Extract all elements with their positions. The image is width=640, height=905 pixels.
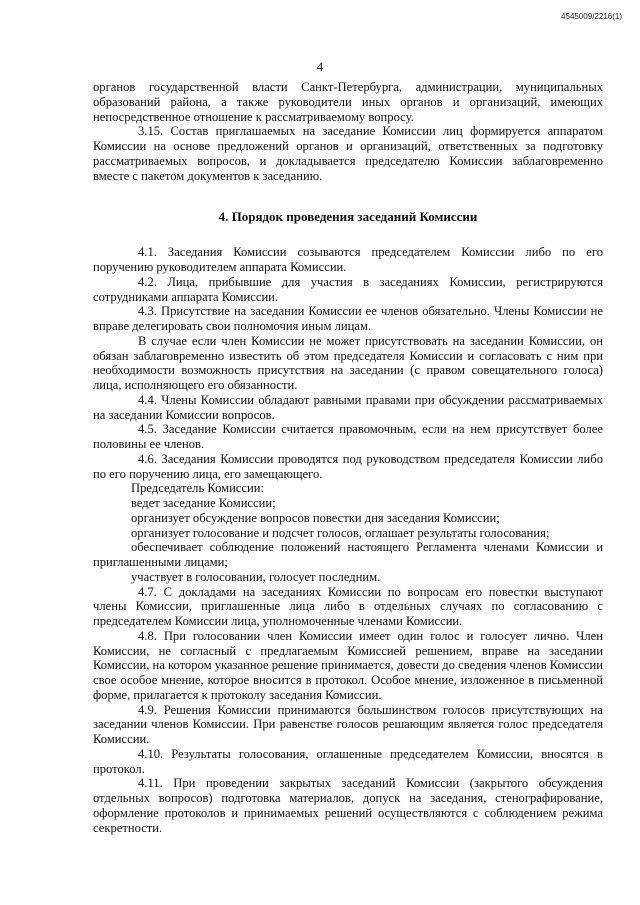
- paragraph-4-3-absence: В случае если член Комиссии не может присутствовать на заседании Комиссии, он обязан заблаговременно известить об этом председателя Комиссии и согласовать с ним при необходимости возможность присутствия на заседании (с правом совещательного голоса) лица, исполняющего его обязанности.: [93, 333, 603, 392]
- paragraph-4-6: 4.6. Заседания Комиссии проводятся под руководством председателя Комиссии либо по его поручению лица, его замещающего.: [93, 451, 603, 481]
- paragraph-4-9: 4.9. Решения Комиссии принимаются большинством голосов присутствующих на заседании членов Комиссии. При равенстве голосов решающим является голос председателя Комиссии.: [93, 702, 603, 746]
- chairman-duty-item: организует голосование и подсчет голосов, оглашает результаты голосования;: [131, 525, 550, 540]
- chairman-heading: Председатель Комиссии:: [131, 481, 265, 496]
- chairman-duty-item: обеспечивает соблюдение положений настоящего Регламента членами Комиссии и приглашенными лицами;: [93, 540, 603, 569]
- paragraph-4-10: 4.10. Результаты голосования, оглашенные председателем Комиссии, вносятся в протокол.: [93, 746, 603, 776]
- paragraph-3-15: 3.15. Состав приглашаемых на заседание Комиссии лиц формируется аппаратом Комиссии на основе предложений органов и организаций, ответственных за подготовку рассматриваемых вопросов, и докладывается председателю Комиссии заблаговременно вместе с пакетом документов к заседанию.: [93, 124, 603, 183]
- paragraph-4-4: 4.4. Члены Комиссии обладают равными правами при обсуждении рассматриваемых на заседании Комиссии вопросов.: [93, 392, 603, 422]
- paragraph-4-2: 4.2. Лица, прибывшие для участия в заседаниях Комиссии, регистрируются сотрудниками аппарата Комиссии.: [93, 274, 603, 304]
- section-heading: 4. Порядок проведения заседаний Комиссии: [218, 209, 478, 225]
- document-body: [93, 80, 603, 835]
- paragraph-4-3: 4.3. Присутствие на заседании Комиссии ее членов обязательно. Члены Комиссии не вправе делегировать свои полномочия иным лицам.: [93, 304, 603, 333]
- paragraph-continuation: органов государственной власти Санкт-Петербурга, администрации, муниципальных образований района, а также руководители иных органов и организаций, имеющих непосредственное отношение к рассматриваемому вопросу.: [93, 80, 603, 124]
- paragraph-4-1: 4.1. Заседания Комиссии созываются председателем Комиссии либо по его поручению руководителем аппарата Комиссии.: [93, 245, 603, 274]
- paragraph-4-11: 4.11. При проведении закрытых заседаний Комиссии (закрытого обсуждения отдельных вопросов) подготовка материалов, допуск на заседания, стенографирование, оформление протоколов и принимаемых решений осуществляются с соблюдением режима секретности.: [93, 776, 603, 835]
- paragraph-4-8: 4.8. При голосовании член Комиссии имеет один голос и голосует лично. Член Комиссии, не согласный с предлагаемым Комиссией решением, вправе на заседании Комиссии, на котором указанное решение принимается, довести до сведения членов Комиссии свое особое мнение, которое вносится в протокол. Особое мнение, изложенное в письменной форме, прилагается к протоколу заседания Комиссии.: [93, 628, 603, 702]
- paragraph-4-7: 4.7. С докладами на заседаниях Комиссии по вопросам его повестки выступают члены Комиссии, приглашенные лица либо в отдельных случаях по согласованию с председателем Комиссии лица, уполномоченные членами Комиссии.: [93, 584, 603, 628]
- chairman-duty-item: участвует в голосовании, голосует последним.: [131, 569, 381, 584]
- paragraph-4-5: 4.5. Заседание Комиссии считается правомочным, если на нем присутствует более половины ее членов.: [93, 422, 603, 451]
- document-id: 4545009/2216(1): [561, 12, 622, 21]
- chairman-duty-item: ведет заседание Комиссии;: [131, 496, 276, 510]
- page-number: 4: [316, 60, 324, 74]
- chairman-duty-item: организует обсуждение вопросов повестки дня заседания Комиссии;: [131, 510, 500, 525]
